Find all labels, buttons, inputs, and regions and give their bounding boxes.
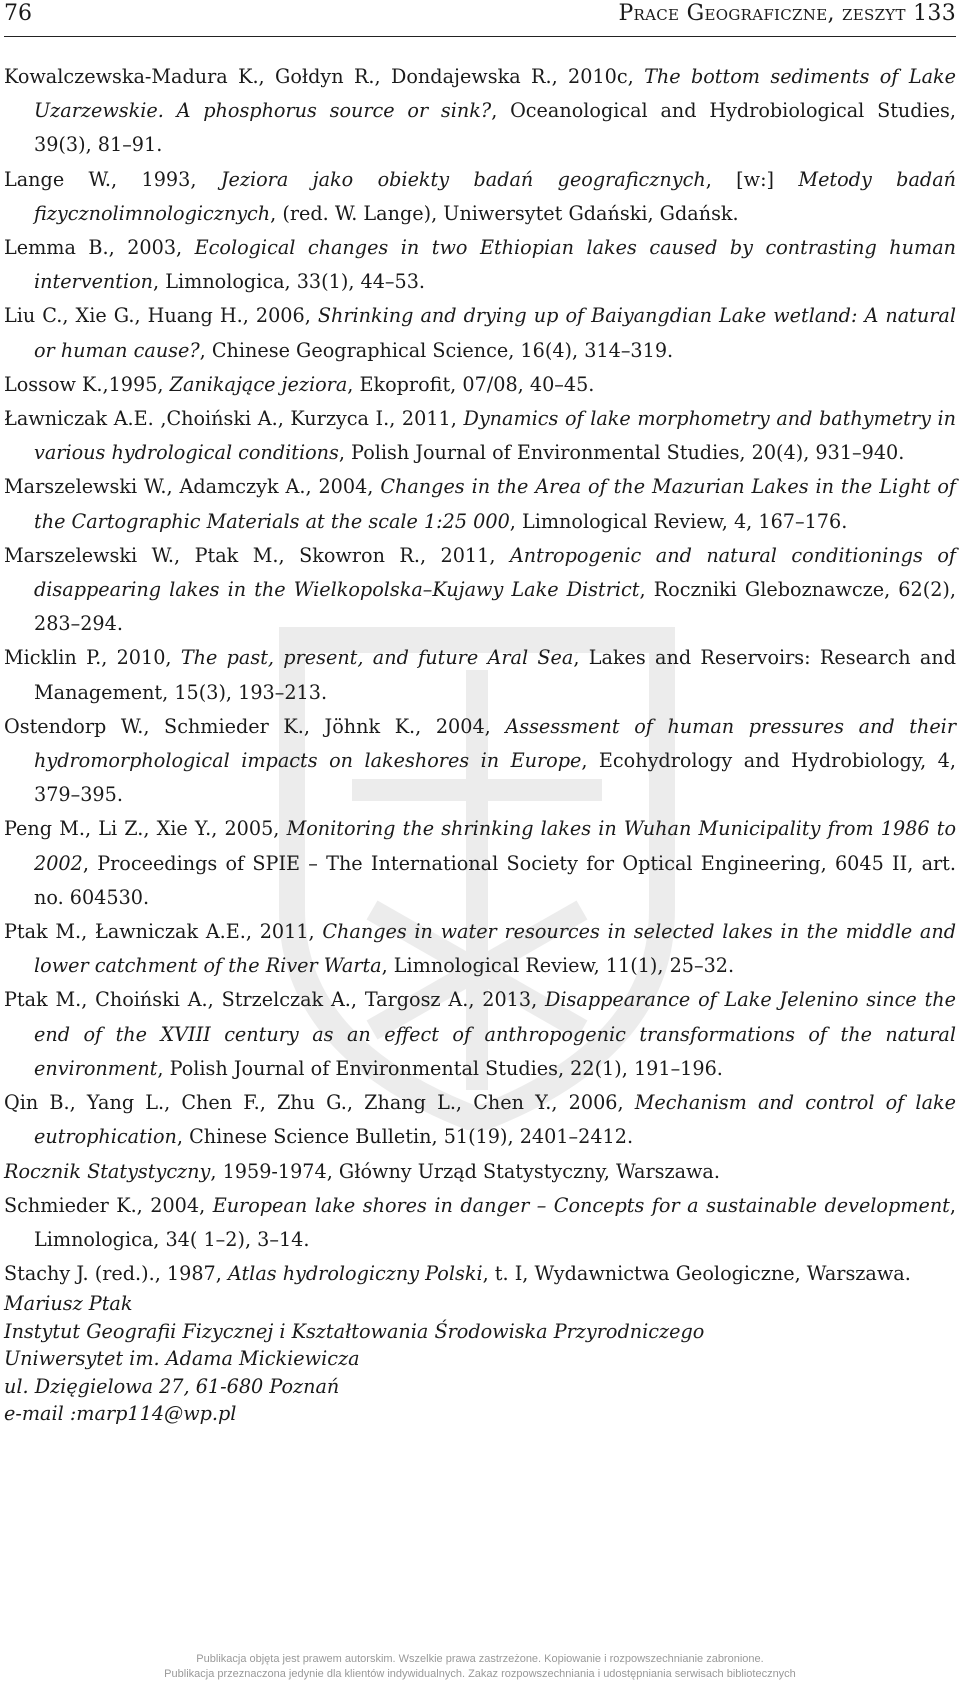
reference-authors: Lossow K.,1995, <box>4 372 170 396</box>
footer-line-2: Publikacja przeznaczona jedynie dla klientów indywidualnych. Zakaz rozpowszechniania i udostępniania serwisach bibliotecznych <box>164 1668 796 1680</box>
reference-title: Changes in water resources in selected lakes in the middle and lower catchment of the River Warta <box>34 920 956 978</box>
reference-title: The bottom sediments of Lake Uzarzewskie. A phosphorus source or sink? <box>34 65 957 123</box>
reference-entry <box>4 402 956 470</box>
reference-entry <box>4 1189 956 1257</box>
reference-entry <box>4 368 956 402</box>
reference-source: , Lakes and Reservoirs: Research and Management, 15(3), 193–213. <box>34 646 957 704</box>
reference-entry <box>4 1155 956 1189</box>
reference-source: , Proceedings of SPIE – The International Society for Optical Engineering, 6045 II, art. no. 604530. <box>34 851 956 909</box>
reference-source: , Limnologica, 34( 1–2), 3–14. <box>34 1193 956 1251</box>
reference-authors: Liu C., Xie G., Huang H., 2006, <box>4 304 318 328</box>
reference-source: , (red. W. Lange), Uniwersytet Gdański, Gdańsk. <box>270 201 739 225</box>
reference-authors: Peng M., Li Z., Xie Y., 2005, <box>4 817 287 841</box>
reference-title: Assessment of human pressures and their hydromorphological impacts on lakeshores in Europe <box>34 714 956 773</box>
reference-title: Zanikające jeziora <box>169 372 348 396</box>
footer-line-1: Publikacja objęta jest prawem autorskim. Wszelkie prawa zastrzeżone. Kopiowanie i rozpowszechnianie zabronione. <box>196 1653 764 1665</box>
reference-authors: Schmieder K., 2004, <box>4 1193 213 1217</box>
page-header <box>4 0 956 37</box>
reference-source: , Limnologica, 33(1), 44–53. <box>153 270 426 294</box>
reference-source: , Ecohydrology and Hydrobiology, 4, 379–395. <box>34 749 956 807</box>
reference-entry <box>4 60 956 163</box>
reference-list <box>4 60 956 1291</box>
reference-title: Jeziora jako obiekty badań geograficznych <box>220 167 706 191</box>
reference-title: Atlas hydrologiczny Polski <box>227 1262 483 1286</box>
reference-title: Shrinking and drying up of Baiyangdian Lake wetland: A natural or human cause? <box>34 304 956 362</box>
reference-source: , Chinese Science Bulletin, 51(19), 2401–2412. <box>176 1125 634 1149</box>
reference-entry <box>4 641 956 709</box>
reference-authors: Ławniczak A.E. ,Choiński A., Kurzyca I., 2011, <box>4 407 464 431</box>
reference-title: Mechanism and control of lake eutrophication <box>34 1091 956 1149</box>
reference-source: , Ekoprofit, 07/08, 40–45. <box>347 372 595 396</box>
reference-authors: Lemma B., 2003, <box>4 236 195 260</box>
author-institute: Instytut Geografii Fizycznej i Kształtowania Środowiska Przyrodniczego <box>4 1319 705 1343</box>
reference-title: The past, present, and future Aral Sea <box>180 646 574 670</box>
reference-entry <box>4 1257 956 1291</box>
reference-entry <box>4 915 956 983</box>
page-number: 76 <box>4 1 32 26</box>
reference-source: , Oceanological and Hydrobiological Studies, 39(3), 81–91. <box>34 99 957 157</box>
reference-entry <box>4 710 956 813</box>
reference-authors: Marszelewski W., Adamczyk A., 2004, <box>4 475 381 499</box>
reference-source: , Limnological Review, 11(1), 25–32. <box>381 954 735 978</box>
author-name: Mariusz Ptak <box>4 1292 133 1315</box>
reference-authors: Micklin P., 2010, <box>4 646 181 670</box>
reference-source: , Chinese Geographical Science, 16(4), 314–319. <box>199 338 674 362</box>
reference-source: , t. I, Wydawnictwa Geologiczne, Warszawa. <box>482 1262 911 1286</box>
reference-entry <box>4 539 956 642</box>
author-university: Uniwersytet im. Adama Mickiewicza <box>4 1347 360 1370</box>
reference-title: Rocznik Statystyczny <box>4 1159 211 1183</box>
reference-authors: Lange W., 1993, <box>4 167 221 191</box>
copyright-footer <box>0 1652 960 1682</box>
reference-authors: Kowalczewska-Madura K., Gołdyn R., Dondajewska R., 2010c, <box>4 65 645 88</box>
reference-authors: Stachy J. (red.)., 1987, <box>4 1262 228 1286</box>
reference-authors: Ptak M., Choiński A., Strzelczak A., Targosz A., 2013, <box>4 988 546 1012</box>
reference-source: , [w:] <box>705 167 799 191</box>
reference-title: European lake shores in danger – Concepts for a sustainable development <box>212 1193 950 1217</box>
reference-source: , Polish Journal of Environmental Studies, 22(1), 191–196. <box>157 1056 723 1080</box>
reference-entry <box>4 470 956 538</box>
reference-source: , 1959-1974, Główny Urząd Statystyczny, Warszawa. <box>210 1159 720 1183</box>
reference-authors: Ostendorp W., Schmieder K., Jöhnk K., 2004, <box>4 714 506 738</box>
reference-title: Monitoring the shrinking lakes in Wuhan Municipality from 1986 to 2002 <box>34 817 957 875</box>
reference-title: Disappearance of Lake Jelenino since the end of the XVIII century as an effect of anthropogenic transformations of the natural environment <box>34 988 956 1080</box>
reference-entry <box>4 231 956 299</box>
reference-title: Changes in the Area of the Mazurian Lakes in the Light of the Cartographic Materials at the scale 1:25 000 <box>34 475 957 533</box>
reference-title: Antropogenic and natural conditionings of disappearing lakes in the Wielkopolska–Kujawy Lake District <box>34 543 957 602</box>
author-email: e-mail :marp114@wp.pl <box>4 1402 237 1425</box>
reference-title: Ecological changes in two Ethiopian lakes caused by contrasting human intervention <box>34 236 956 294</box>
author-address: ul. Dzięgielowa 27, 61-680 Poznań <box>4 1374 340 1398</box>
reference-title: Dynamics of lake morphometry and bathymetry in various hydrological conditions <box>34 407 956 465</box>
reference-entry <box>4 299 956 367</box>
reference-entry <box>4 983 956 1086</box>
reference-source: , Polish Journal of Environmental Studies, 20(4), 931–940. <box>338 441 905 465</box>
reference-title: Metody badań fizycznolimnologicznych <box>34 167 956 225</box>
reference-entry <box>4 163 956 231</box>
reference-source: , Roczniki Gleboznawcze, 62(2), 283–294. <box>34 578 956 636</box>
reference-authors: Ptak M., Ławniczak A.E., 2011, <box>4 920 323 944</box>
author-affiliation <box>4 1290 904 1428</box>
journal-title: Prace Geograficzne, zeszyt 133 <box>618 1 956 26</box>
reference-authors: Qin B., Yang L., Chen F., Zhu G., Zhang L., Chen Y., 2006, <box>4 1091 635 1115</box>
reference-entry <box>4 1086 956 1154</box>
reference-authors: Marszelewski W., Ptak M., Skowron R., 2011, <box>4 543 510 567</box>
reference-source: , Limnological Review, 4, 167–176. <box>509 509 848 533</box>
reference-entry <box>4 812 956 915</box>
